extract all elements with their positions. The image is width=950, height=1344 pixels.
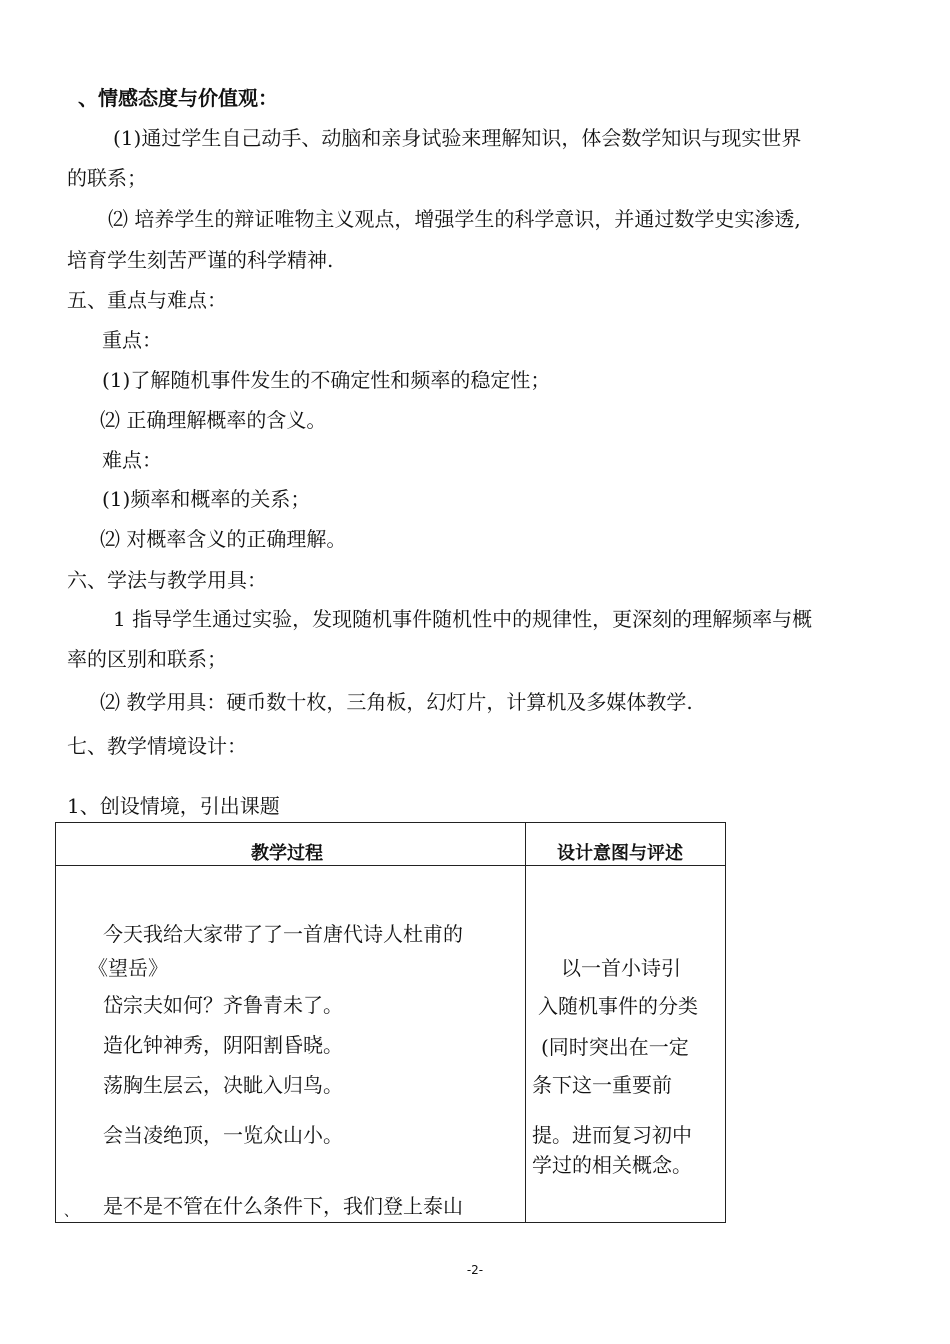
emotion-item-1: (1)通过学生自己动手、动脑和亲身试验来理解知识，体会数学知识与现实世界 <box>113 126 802 150</box>
methods-item-1-cont: 率的区别和联系； <box>67 647 227 671</box>
header-divider <box>56 865 725 866</box>
key-points-heading: 五、重点与难点： <box>67 288 227 312</box>
difficult-item-2: ⑵ 对概率含义的正确理解。 <box>100 527 347 551</box>
emotion-item-1-cont: 的联系； <box>67 166 147 190</box>
emotion-item-2: ⑵ 培养学生的辩证唯物主义观点，增强学生的科学意识，并通过数学史实渗透, <box>108 207 801 231</box>
col-header-process: 教学过程 <box>251 843 323 864</box>
intent-line-2: 入随机事件的分类 <box>538 994 698 1018</box>
teaching-process-table <box>55 822 726 1223</box>
page-number: -2- <box>466 1263 484 1277</box>
emotion-heading: 、情感态度与价值观： <box>78 86 278 110</box>
poem-line-1: 岱宗夫如何？齐鲁青未了。 <box>103 993 343 1017</box>
poem-line-4: 会当凌绝顶，一览众山小。 <box>103 1123 343 1147</box>
col-header-design-intent: 设计意图与评述 <box>557 843 683 864</box>
poem-line-3: 荡胸生层云，决眦入归鸟。 <box>103 1073 343 1097</box>
design-heading: 七、教学情境设计： <box>67 734 247 758</box>
emotion-item-2-cont: 培育学生刻苦严谨的科学精神. <box>67 248 334 272</box>
stray-mark: 、 <box>64 1204 78 1220</box>
key-label: 重点： <box>102 328 162 352</box>
intent-line-4: 条下这一重要前 <box>532 1073 672 1097</box>
design-sub-heading: 1、创设情境，引出课题 <box>67 794 280 818</box>
key-item-2: ⑵ 正确理解概率的含义。 <box>100 408 327 432</box>
column-divider <box>525 823 526 1222</box>
intent-line-6: 学过的相关概念。 <box>532 1153 692 1177</box>
process-intro-title: 《望岳》 <box>88 956 168 980</box>
methods-item-1: 1 指导学生通过实验，发现随机事件随机性中的规律性，更深刻的理解频率与概 <box>113 607 813 631</box>
process-question: 是不是不管在什么条件下，我们登上泰山 <box>103 1194 463 1218</box>
difficult-label: 难点： <box>102 448 162 472</box>
process-intro: 今天我给大家带了了一首唐代诗人杜甫的 <box>103 922 463 946</box>
methods-heading: 六、学法与教学用具： <box>67 568 267 592</box>
difficult-item-1: (1)频率和概率的关系； <box>102 487 311 511</box>
intent-line-5: 提。进而复习初中 <box>532 1123 692 1147</box>
key-item-1: (1)了解随机事件发生的不确定性和频率的稳定性； <box>102 368 551 392</box>
intent-line-1: 以一首小诗引 <box>561 956 681 980</box>
methods-item-2: ⑵ 教学用具：硬币数十枚，三角板，幻灯片，计算机及多媒体教学. <box>100 690 693 714</box>
intent-line-3: (同时突出在一定 <box>541 1035 689 1059</box>
poem-line-2: 造化钟神秀，阴阳割昏晓。 <box>103 1033 343 1057</box>
